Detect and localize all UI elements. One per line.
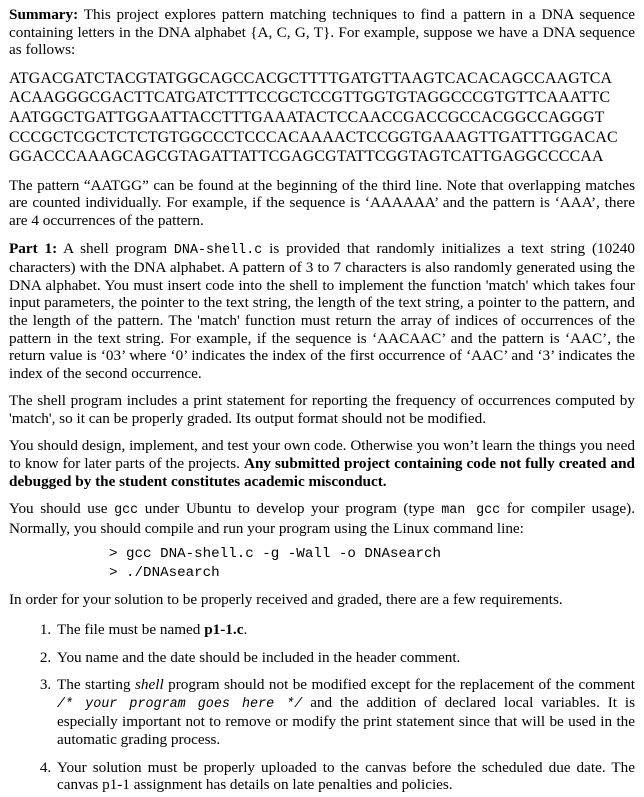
part1-paragraph xyxy=(9,240,635,383)
req1-end: . xyxy=(243,621,248,639)
requirements-intro: In order for your solution to be properly received and graded, there are a few requirements. xyxy=(9,591,563,609)
compiler-text-b: under Ubuntu to develop your program (type xyxy=(138,500,442,518)
dna-sequence-block xyxy=(9,69,635,167)
design-paragraph xyxy=(9,437,635,490)
dna-line: ACAAGGGCGACTTCATGATCTTTCCGCTCCGTTGGTGTAGGCCCGTGTTCAAATTC xyxy=(9,89,611,107)
dna-line: CCCGCTCGCTCTCTGTGGCCCTCCCACAAAACTCCGGTGAAAGTTGATTTGGACAC xyxy=(9,128,618,146)
design-text: You should design, implement, and test your own code. Otherwise you won’t learn the things you need to know for later parts of the projects. xyxy=(9,437,635,473)
requirement-item: 4. Your solution must be properly uploaded to the canvas before the scheduled due date. The canvas p1-1 assignment has details on late penalties and policies. xyxy=(55,759,635,794)
requirement-item: 2. You name and the date should be included in the header comment. xyxy=(55,649,635,667)
part1-text-a: A shell program xyxy=(57,239,174,257)
part1-label: Part 1: xyxy=(9,239,58,257)
summary-label: Summary: xyxy=(9,6,79,23)
requirement-item xyxy=(55,621,635,639)
misconduct-warning: Any submitted project containing code not fully created and debugged by the student constitutes academic misconduct. xyxy=(9,455,635,490)
req3-comment-code: /* your program goes here */ xyxy=(57,696,303,712)
part1-text-b: is provided that randomly initializes a text string (10240 characters) with the DNA alphabet. A pattern of 3 to 7 characters is also randomly generated using the DNA alphabet. You must insert code into the shell to implement the function 'match' which takes four input parameters, the pointer to the text string, the length of the text string, a pointer to the pattern, and the length of the pattern. The 'match' function must return the array of indices of occurrences of the pattern in the text string. For example, if the sequence is ‘AACAAC’ and the pattern is ‘AAC’, the return value is ‘03’ where ‘0’ indicates the index of the first occurrence of ‘AAC’ and ‘3’ indicates the index of the second occurrence. xyxy=(9,239,635,382)
req3-shell-italic: shell xyxy=(135,676,164,694)
pattern-note-paragraph: The pattern “AATGG” can be found at the beginning of the third line. Note that overlapping matches are counted individually. For example, if the sequence is ‘AAAAAA’ and the pattern is ‘AAA’, there are 4 occurrences of the pattern. xyxy=(9,176,635,229)
req3-text-c: and the addition of declared local variables. It is especially important not to remove or modify the print statement since that will be used in the automatic grading process. xyxy=(57,693,636,748)
req1-text: The file must be named xyxy=(57,621,205,639)
summary-text: This project explores pattern matching techniques to find a pattern in a DNA sequence containing letters in the DNA alphabet {A, C, G, T}. For example, suppose we have a DNA sequence as follows: xyxy=(9,6,635,59)
req1-filename: p1-1.c xyxy=(204,621,244,639)
requirements-list xyxy=(9,621,635,794)
dna-line: GGACCCAAAGCAGCGTAGATTATTCGAGCGTATTCGGTAGTCATTGAGGCCCCAA xyxy=(9,148,604,166)
compiler-text-c: for compiler usage). Normally, you should compile and run your program using the Linux command line: xyxy=(9,500,636,537)
req3-text-b: program should not be modified except for the replacement of the comment xyxy=(163,676,635,694)
run-command: > ./DNAsearch xyxy=(109,565,220,582)
summary-paragraph xyxy=(9,6,635,59)
command-block xyxy=(109,545,635,583)
dna-line: ATGACGATCTACGTATGGCAGCCACGCTTTTGATGTTAAGTCACACAGCCAAGTCA xyxy=(9,69,613,87)
compiler-text-a: You should use xyxy=(9,500,115,518)
print-note-paragraph: The shell program includes a print statement for reporting the frequency of occurrences computed by 'match', so it can be properly graded. Its output format should not be modified. xyxy=(9,392,635,427)
man-gcc-code: man gcc xyxy=(441,503,501,519)
req3-text-a: The starting xyxy=(57,676,135,694)
gcc-code: gcc xyxy=(114,503,139,519)
shell-filename: DNA-shell.c xyxy=(173,242,263,258)
compiler-paragraph xyxy=(9,500,635,537)
compile-command: > gcc DNA-shell.c -g -Wall -o DNAsearch xyxy=(109,546,442,563)
requirement-item xyxy=(55,676,635,748)
dna-line: AATGGCTGATTGGAATTACCTTTGAAATACTCCAACCGACCGCCACGGCCAGGGT xyxy=(9,108,605,126)
